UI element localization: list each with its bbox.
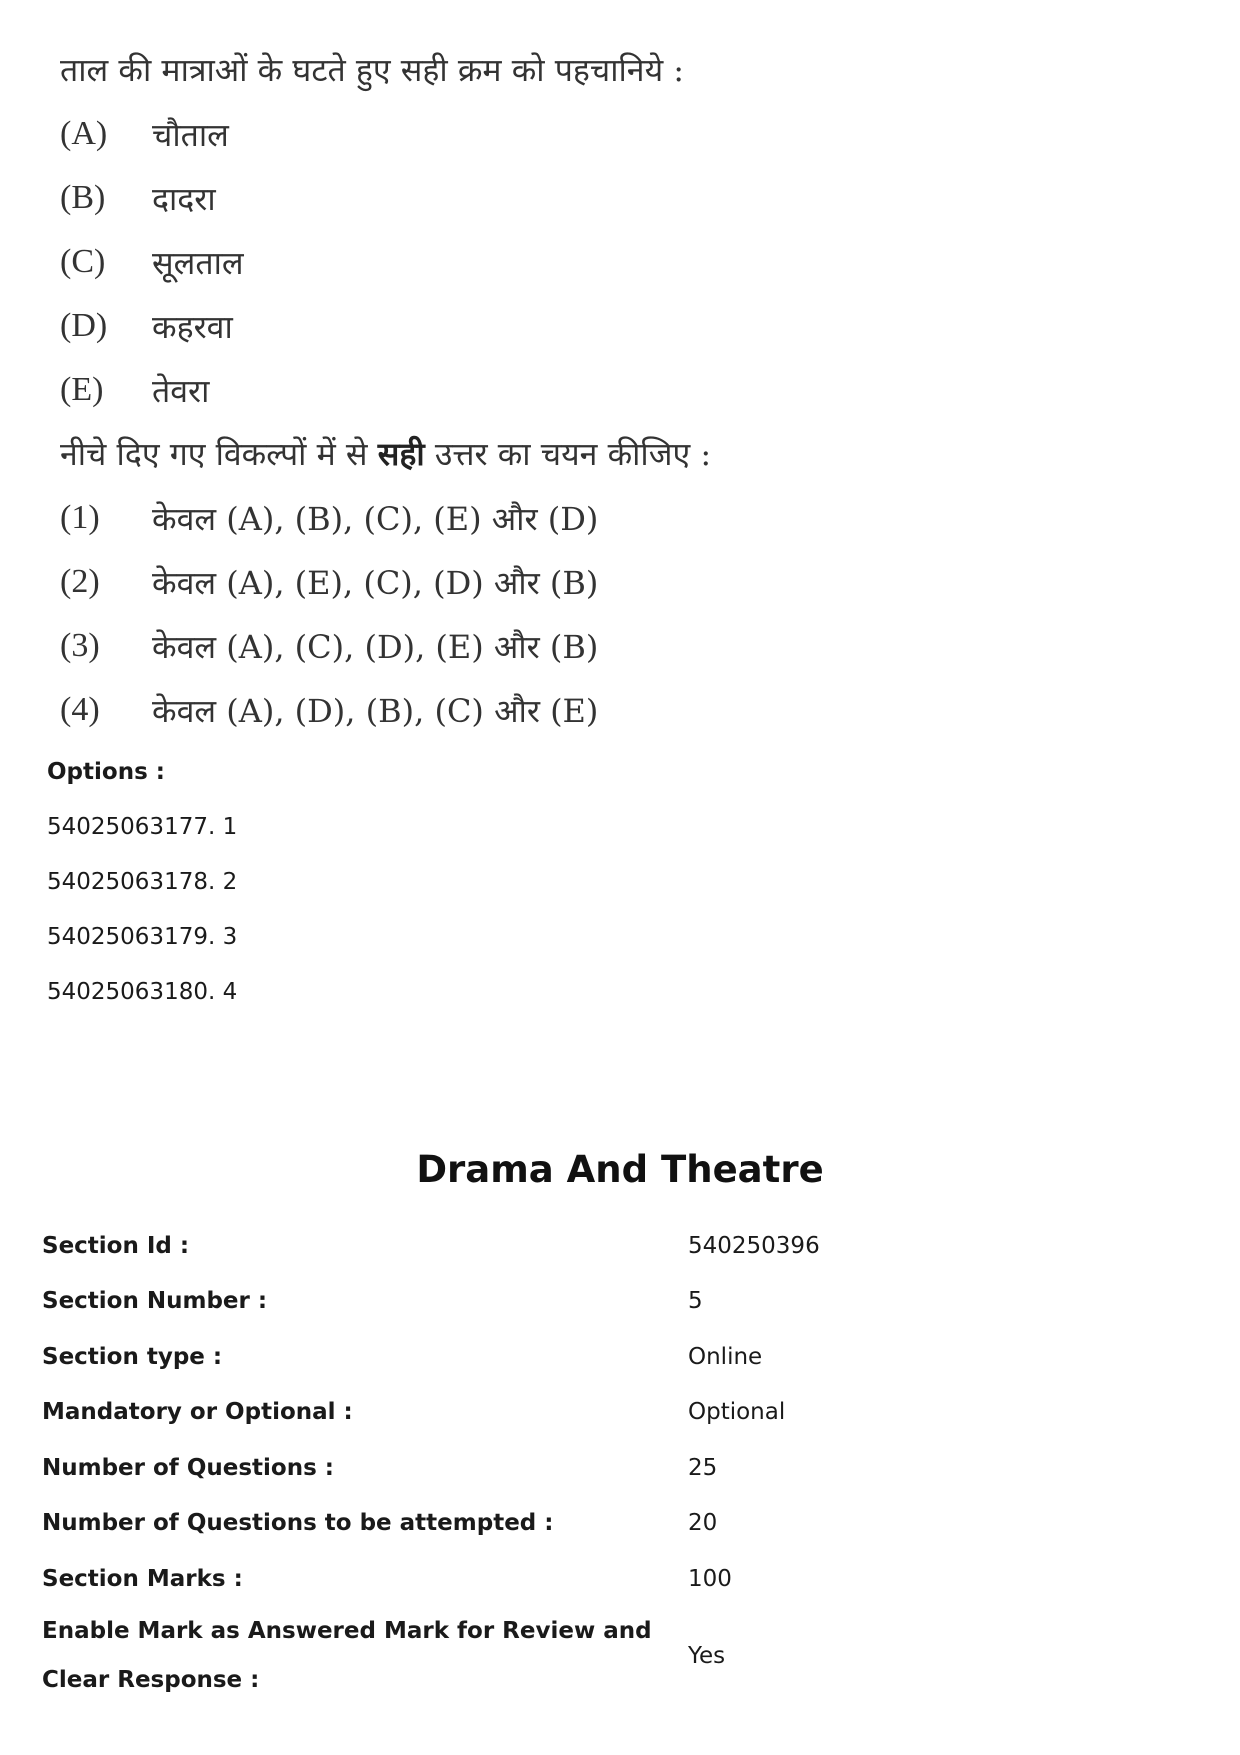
- question-instruction: [60, 422, 1160, 486]
- item-text: कहरवा: [152, 307, 233, 346]
- info-label: Section Id :: [42, 1232, 190, 1259]
- info-label-line: Clear Response :: [42, 1666, 260, 1693]
- item-text: दादरा: [152, 179, 216, 218]
- info-value: 5: [688, 1288, 703, 1315]
- question-item: [60, 102, 1160, 166]
- question-item: [60, 230, 1160, 294]
- item-text: सूलताल: [152, 243, 244, 282]
- info-label: Section Number :: [42, 1288, 268, 1315]
- option-row: 54025063179. 3: [47, 924, 238, 950]
- item-tag: (E): [60, 371, 104, 408]
- info-row: [42, 1218, 1192, 1274]
- question-item: [60, 358, 1160, 422]
- instruction-text-pre: नीचे दिए गए विकल्पों में से: [60, 435, 378, 473]
- item-tag: (C): [60, 243, 106, 280]
- choice-tag: (2): [60, 563, 100, 600]
- info-row: [42, 1440, 1192, 1496]
- item-tag: (A): [60, 115, 108, 152]
- option-row: 54025063178. 2: [47, 869, 238, 895]
- answer-choice: [60, 550, 1160, 614]
- item-text: तेवरा: [152, 371, 210, 410]
- info-row: [42, 1607, 1192, 1705]
- item-tag: (D): [60, 307, 108, 344]
- options-heading: Options :: [47, 759, 165, 785]
- section-title: Drama And Theatre: [416, 1148, 824, 1191]
- info-label: Section type :: [42, 1343, 223, 1370]
- answer-choice: [60, 486, 1160, 550]
- choice-tag: (4): [60, 691, 100, 728]
- info-value: Optional: [688, 1399, 786, 1426]
- question-item: [60, 166, 1160, 230]
- instruction-text-post: उत्तर का चयन कीजिए :: [424, 435, 712, 473]
- choice-text: केवल (A), (B), (C), (E) और (D): [152, 499, 599, 538]
- choice-text: केवल (A), (E), (C), (D) और (B): [152, 563, 599, 602]
- info-label-line: Enable Mark as Answered Mark for Review and: [42, 1617, 652, 1644]
- choice-text: केवल (A), (D), (B), (C) और (E): [152, 691, 599, 730]
- options-list: [47, 752, 237, 1027]
- item-text: चौताल: [152, 115, 229, 154]
- question-stem: ताल की मात्राओं के घटते हुए सही क्रम को पहचानिये :: [60, 51, 685, 89]
- choice-tag: (1): [60, 499, 100, 536]
- info-label: Number of Questions to be attempted :: [42, 1510, 554, 1537]
- item-tag: (B): [60, 179, 106, 216]
- info-row: [42, 1274, 1192, 1330]
- section-info-table: [42, 1218, 1192, 1705]
- answer-choice: [60, 614, 1160, 678]
- info-label: Section Marks :: [42, 1565, 243, 1592]
- info-value: Yes: [688, 1642, 726, 1669]
- info-value: 20: [688, 1510, 718, 1537]
- info-value: 25: [688, 1454, 718, 1481]
- answer-choice: [60, 678, 1160, 742]
- info-label: Number of Questions :: [42, 1454, 334, 1481]
- option-row: 54025063177. 1: [47, 814, 238, 840]
- info-value: 540250396: [688, 1232, 820, 1259]
- question-item: [60, 294, 1160, 358]
- info-row: [42, 1385, 1192, 1441]
- option-row: 54025063180. 4: [47, 979, 238, 1005]
- info-row: [42, 1551, 1192, 1607]
- choice-text: केवल (A), (C), (D), (E) और (B): [152, 627, 599, 666]
- info-label: Mandatory or Optional :: [42, 1399, 353, 1426]
- question-block: [60, 38, 1160, 742]
- info-row: [42, 1496, 1192, 1552]
- info-value: Online: [688, 1343, 763, 1370]
- info-row: [42, 1329, 1192, 1385]
- instruction-emphasis: सही: [377, 435, 425, 473]
- choice-tag: (3): [60, 627, 100, 664]
- info-value: 100: [688, 1565, 732, 1592]
- info-label: [42, 1607, 688, 1705]
